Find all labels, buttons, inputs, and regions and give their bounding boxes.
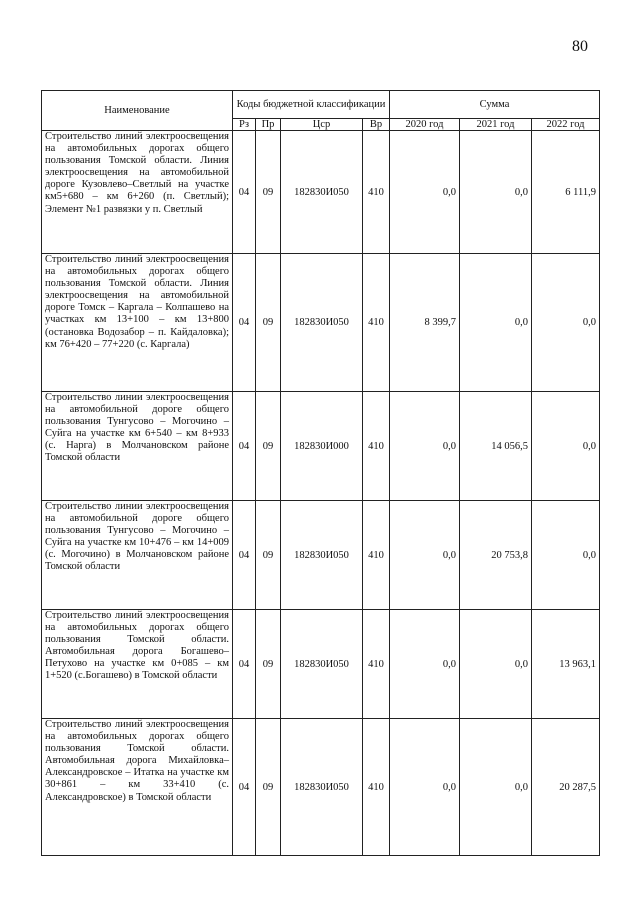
header-pr: Пр: [256, 119, 281, 131]
table-row: [42, 392, 600, 501]
row-name: Строительство линий электроосвещения на автомобильных дорогах общего пользования Томской области. Линия электроосвещения на автомобильной дороге Кузовлево–Светлый на участке км5+680 – км 6+260 (п. Светлый); Элемент №1 развязки у п. Светлый: [42, 131, 233, 254]
row-rz: 04: [233, 254, 256, 392]
header-2022: 2022 год: [532, 119, 600, 131]
row-2020: 8 399,7: [390, 254, 460, 392]
row-vr: 410: [363, 392, 390, 501]
row-vr: 410: [363, 719, 390, 856]
row-pr: 09: [256, 719, 281, 856]
row-2021: 14 056,5: [460, 392, 532, 501]
row-2021: 0,0: [460, 610, 532, 719]
header-2021: 2021 год: [460, 119, 532, 131]
row-pr: 09: [256, 392, 281, 501]
row-csr: 182830И050: [281, 131, 363, 254]
table-body: [42, 131, 600, 856]
table-row: [42, 254, 600, 392]
row-2022: 0,0: [532, 501, 600, 610]
header-vr: Вр: [363, 119, 390, 131]
row-2020: 0,0: [390, 131, 460, 254]
row-vr: 410: [363, 501, 390, 610]
row-rz: 04: [233, 392, 256, 501]
header-sum-group: Сумма: [390, 91, 600, 119]
row-2022: 20 287,5: [532, 719, 600, 856]
row-name: Строительство линий электроосвещения на автомобильных дорогах общего пользования Томской области. Линия электроосвещения на автомобильной дороге Томск – Каргала – Колпашево на участках км 13+100 – км 13+800 (остановка Водозабор – п. Кайдаловка); км 76+420 – 77+220 (с. Каргала): [42, 254, 233, 392]
row-2020: 0,0: [390, 501, 460, 610]
row-name: Строительство линии электроосвещения на автомобильной дороге общего пользования Тунгусово – Могочино – Суйга на участке км 10+476 – км 14+009 (с. Могочино) в Молчановском районе Томской области: [42, 501, 233, 610]
row-pr: 09: [256, 131, 281, 254]
row-csr: 182830И050: [281, 610, 363, 719]
row-name: Строительство линии электроосвещения на автомобильной дороге общего пользования Тунгусово – Могочино – Суйга на участке км 6+540 – км 8+933 (с. Нарга) в Молчановском районе Томской области: [42, 392, 233, 501]
row-pr: 09: [256, 501, 281, 610]
row-csr: 182830И050: [281, 719, 363, 856]
row-name: Строительство линий электроосвещения на автомобильных дорогах общего пользования Томской области. Автомобильная дорога Михайловка–Александровское – Итатка на участке км 30+861 – км 33+410 (с. Александровское) в Томской области: [42, 719, 233, 856]
table-row: [42, 610, 600, 719]
row-rz: 04: [233, 610, 256, 719]
header-rz: Рз: [233, 119, 256, 131]
row-csr: 182830И050: [281, 501, 363, 610]
table-header: [42, 91, 600, 131]
row-rz: 04: [233, 131, 256, 254]
row-2021: 0,0: [460, 719, 532, 856]
row-2021: 20 753,8: [460, 501, 532, 610]
row-2020: 0,0: [390, 392, 460, 501]
row-2022: 0,0: [532, 254, 600, 392]
header-codes-group: Коды бюджетной классификации: [233, 91, 390, 119]
row-2020: 0,0: [390, 610, 460, 719]
page-number: 80: [572, 38, 588, 55]
row-2022: 0,0: [532, 392, 600, 501]
row-vr: 410: [363, 131, 390, 254]
row-2021: 0,0: [460, 131, 532, 254]
row-vr: 410: [363, 610, 390, 719]
row-rz: 04: [233, 719, 256, 856]
row-name: Строительство линий электроосвещения на автомобильных дорогах общего пользования Томской области. Автомобильная дорога Богашево–Петухово на участке км 0+085 – км 1+520 (с.Богашево) в Томской области: [42, 610, 233, 719]
row-2022: 13 963,1: [532, 610, 600, 719]
header-2020: 2020 год: [390, 119, 460, 131]
header-name: Наименование: [42, 91, 233, 131]
row-pr: 09: [256, 610, 281, 719]
table-row: [42, 501, 600, 610]
row-2022: 6 111,9: [532, 131, 600, 254]
row-vr: 410: [363, 254, 390, 392]
budget-table: [41, 90, 600, 856]
row-2020: 0,0: [390, 719, 460, 856]
row-pr: 09: [256, 254, 281, 392]
table-row: [42, 719, 600, 856]
row-rz: 04: [233, 501, 256, 610]
header-csr: Цср: [281, 119, 363, 131]
row-2021: 0,0: [460, 254, 532, 392]
table-row: [42, 131, 600, 254]
row-csr: 182830И050: [281, 254, 363, 392]
row-csr: 182830И000: [281, 392, 363, 501]
